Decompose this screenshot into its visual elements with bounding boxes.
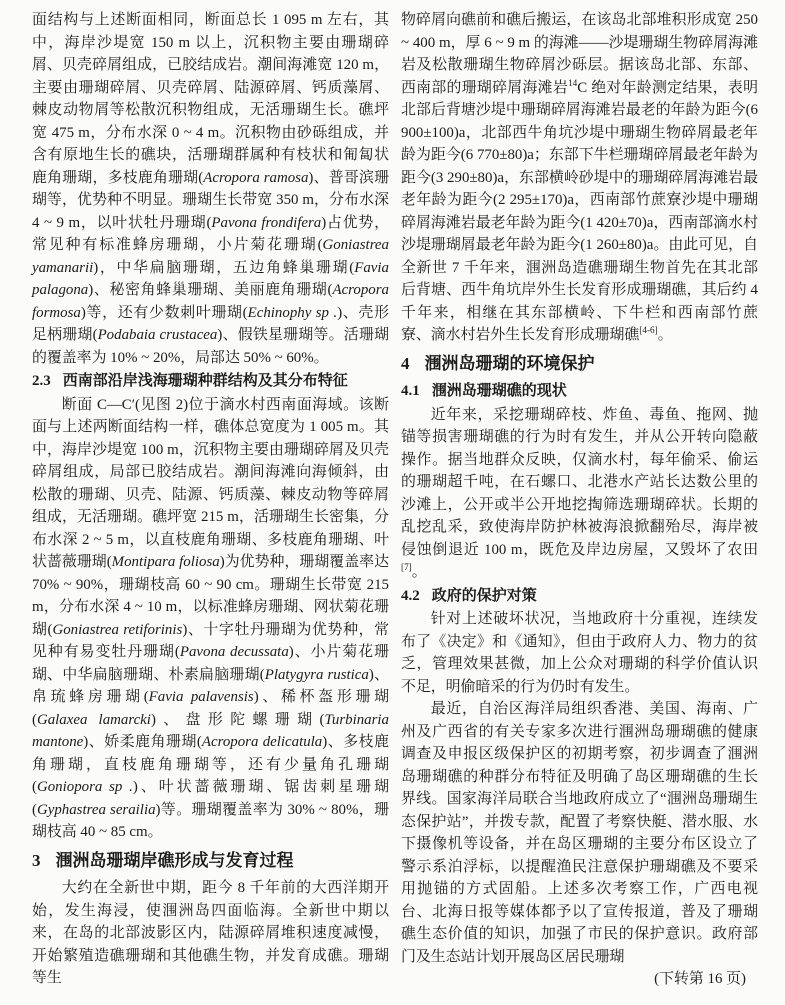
- text-run: )等，还有少数刺叶珊瑚(: [80, 304, 248, 321]
- section-number: 4.2: [401, 587, 420, 604]
- species-latin-name: Platygyra rustica: [264, 666, 369, 683]
- text-run: )、稀杯盔形珊瑚(: [32, 689, 389, 728]
- text-run: )、盘形陀螺珊瑚(: [150, 711, 325, 728]
- text-run: 最近，自治区海洋局组织香港、美国、海南、广州及广西省的有关专家多次进行涠洲岛珊瑚礁的健康调查及申报区级保护区的初期考察，初步调查了涠洲岛珊瑚礁的种群分布特征及明确了岛区珊瑚礁的生长界线。国家海洋局联合当地政府成立了“涠洲岛珊瑚生态保护站”，并拨专款，配置了考察快艇、潜水服、水下摄像机等设备，并在岛区珊瑚的主要分布区设立了警示系泊浮标，以提醒渔民注意保护珊瑚礁及不要采用抛锚的方式固船。上述多次考察工作，广西电视台、北海日报等媒体都予以了宣传报道，普及了珊瑚礁生态价值的知识，加强了市民的保护意识。政府部门及生态站计划开展岛区居民珊瑚: [401, 701, 758, 965]
- paragraph-continuation: [401, 9, 758, 347]
- species-latin-name: Acropora formosa: [32, 282, 389, 321]
- species-latin-name: Podabaia crustacea: [97, 327, 218, 343]
- text-run: )、假铁星珊瑚等。活珊瑚的覆盖率为 10% ~ 20%，局部达 50% ~ 60%。: [32, 327, 389, 366]
- left-column: [32, 9, 389, 991]
- text-run: )，中华扁脑珊瑚，五边角蜂巢珊瑚(: [93, 259, 355, 276]
- text-run: C 绝对年龄测定结果，表明北部后背塘沙堤中珊瑚碎屑海滩岩最老的年龄为距今(6 900±100)a，北部西牛角坑沙堤中珊瑚生物碎屑最老年龄为距今(6 770±80)a；东部下牛栏珊瑚碎屑最老年龄为距今(3 290±80)a，东部横岭砂堤中的珊瑚碎屑海滩岩最老年龄为距今(2 295±170)a，西南部竹蔗寮沙堤中珊瑚碎屑海滩岩最老年龄为距今(1 420±70)a，西南部滴水村沙堤珊瑚屑最老年龄为距今(1 260±80)a。由此可见，自全新世 7 千年来，涠洲岛造礁珊瑚生物首先在其北部后背塘、西牛角坑岸外生长发育形成珊瑚礁，其后约 4 千年来，相继在其东部横岭、下牛栏和西南部竹蔗寮、滴水村岩外生长发育形成珊瑚礁: [401, 79, 758, 343]
- text-run: )、普哥滨珊瑚等，优势种不明显。珊瑚生长带宽 350 m，分布水深 4 ~ 9 m，以叶状牡丹珊瑚(: [32, 169, 389, 231]
- species-latin-name: Galaxea lamarcki: [36, 711, 151, 728]
- heading-section-4-2: [401, 585, 758, 608]
- text-run: 面结构与上述断面相同，断面总长 1 095 m 左右，其中，海岸沙堤宽 150 m 以上，沉积物主要由珊瑚碎屑、贝壳碎屑组成，已胶结成岩。潮间海滩宽 120 m，主要由珊瑚碎屑、贝壳碎屑、陆源碎屑、钙质藻屑、棘皮动物屑等松散沉积物组成，无活珊瑚生长。礁坪宽 475 m，分布水深 0 ~ 4 m。沉积物由砂砾组成，并含有原地生长的礁块，活珊瑚群属种有枝状和匍匐状鹿角珊瑚，多枝鹿角珊瑚(: [32, 12, 389, 186]
- species-latin-name: Favia palavensis: [148, 689, 254, 705]
- section-number: 3: [32, 850, 41, 870]
- text-run: 物碎屑向礁前和礁后搬运，在该岛北部堆积形成宽 250 ~ 400 m，厚 6 ~ 9 m 的海滩——沙堤珊瑚生物碎屑海滩岩及松散珊瑚生物碎屑沙砾层。据该岛北部、东部、西南部的珊瑚碎屑海滩岩: [401, 12, 758, 96]
- species-latin-name: Gyphastrea serailia: [36, 801, 156, 818]
- section-number: 4: [401, 353, 410, 373]
- paragraph-continuation: [32, 9, 389, 369]
- text-run: )、帛琉蜂房珊瑚(: [32, 666, 389, 705]
- paragraph: [32, 877, 389, 990]
- text-run: )、娇柔鹿角珊瑚(: [83, 734, 202, 750]
- section-title: 政府的保护对策: [431, 587, 537, 604]
- text-run: 近年来，采挖珊瑚碎枝、炸鱼、毒鱼、拖网、抛锚等损害珊瑚礁的行为时有发生，并从公开转向隐蔽操作。据当地群众反映，仅滴水村，每年偷采、偷运的珊瑚超千吨，在石螺口、北港水产站长达数公里的沙滩上，公开或半公开地挖掏筛选珊瑚碎状。长期的乱挖乱采，致使海岸防护林被海浪掀翻殆尽，海岸被侵蚀倒退近 100 m，既危及岸边房屋，又毁坏了农田: [401, 406, 758, 558]
- section-title: 西南部沿岸浅海珊瑚种群结构及其分布特征: [62, 373, 348, 389]
- text-run: 。: [657, 327, 673, 343]
- heading-section-2-3: [32, 370, 389, 393]
- text-run: )、壳形足柄珊瑚(: [32, 304, 389, 343]
- species-latin-name: Echinophy sp .: [247, 304, 338, 321]
- paragraph: [401, 698, 758, 968]
- section-title: 涠洲岛珊瑚岸礁形成与发育过程: [55, 850, 294, 870]
- text-run: 针对上述破坏状况，当地政府十分重视，连续发布了《决定》和《通知》，但由于政府人力、物力的贫乏，管理效果甚微，加上公众对珊瑚的科学价值认识不足，明偷暗采的行为仍时有发生。: [401, 611, 758, 695]
- text-run: )等。珊瑚覆盖率为 30% ~ 80%，珊瑚枝高 40 ~ 85 cm。: [32, 801, 390, 840]
- section-number: 2.3: [32, 373, 51, 389]
- heading-section-4-1: [401, 380, 758, 403]
- species-latin-name: Pavona decussata: [179, 644, 289, 660]
- text-run: )、多枝鹿角珊瑚，直枝鹿角珊瑚等，还有少量角孔珊瑚(: [32, 734, 389, 795]
- species-latin-name: Montipara foliosa: [111, 554, 220, 570]
- heading-section-3: [32, 850, 389, 873]
- species-latin-name: Acropora delicatula: [201, 734, 323, 750]
- species-latin-name: Acropora ramosa: [203, 169, 309, 186]
- species-latin-name: Goniastrea retiforinis: [52, 621, 183, 638]
- continued-on-page-note: (下转第 16 页): [654, 971, 746, 987]
- right-column: [401, 9, 758, 991]
- text-run: )、十字牡丹珊瑚为优势种，常见种有易变牡丹珊瑚(: [32, 621, 389, 660]
- text-run: )、小片菊花珊瑚、中华扁脑珊瑚、朴素扁脑珊瑚(: [32, 644, 389, 683]
- text-run: )占优势，常见种有标准蜂房珊瑚，小片菊花珊瑚(: [32, 214, 389, 253]
- text-run: 。: [411, 564, 427, 580]
- text-run: )为优势种，珊瑚覆盖率达 70% ~ 90%，珊瑚枝高 60 ~ 90 cm。珊瑚生长带宽 215 m，分布水深 4 ~ 10 m，以标准蜂房珊瑚、网状菊花珊瑚(: [32, 554, 389, 638]
- species-latin-name: Pavona frondifera: [211, 214, 322, 231]
- section-title: 涠洲岛珊瑚礁的现状: [431, 383, 567, 399]
- text-run: )、秘密角蜂巢珊瑚、美丽鹿角珊瑚(: [88, 282, 333, 298]
- species-latin-name: Favia palagona: [32, 259, 389, 298]
- text-run: 断面 C—C′(见图 2)位于滴水村西南面海域。该断面与上述两断面结构一样，礁体总宽度为 1 005 m。其中，海岸沙堤宽 100 m，沉积物主要由珊瑚碎屑及贝壳碎屑组成，局部已胶结成岩。潮间海滩向海倾斜，由松散的珊瑚、贝壳、陆源、钙质藻、棘皮动物等碎屑组成，无活珊瑚。礁坪宽 215 m，活珊瑚生长密集，分布水深 2 ~ 5 m，以直枝鹿角珊瑚、多枝鹿角珊瑚、叶状蔷薇珊瑚(: [32, 396, 389, 570]
- paragraph: [401, 404, 758, 584]
- species-latin-name: Goniopora sp .: [36, 779, 133, 795]
- heading-section-4: [401, 353, 758, 376]
- text-run: )、叶状蔷薇珊瑚、锯齿刺星珊瑚(: [32, 779, 389, 818]
- superscript-reference: 14: [568, 77, 578, 88]
- two-column-layout: [32, 9, 758, 991]
- species-latin-name: Turbinaria mantone: [32, 711, 389, 750]
- superscript-reference: [4-6]: [639, 325, 658, 336]
- section-title: 涠洲岛珊瑚的环境保护: [424, 353, 595, 373]
- superscript-reference: [7]: [401, 562, 412, 573]
- species-latin-name: Goniastrea yamanarii: [32, 237, 389, 276]
- paragraph: [32, 394, 389, 844]
- text-run: 大约在全新世中期，距今 8 千年前的大西洋期开始，发生海浸，使涠洲岛四面临海。全新世中期以来，在岛的北部波影区内，陆源碎屑堆积速度减慢，开始繁殖造礁珊瑚和其他礁生物，并发育成礁。珊瑚等生: [32, 880, 389, 986]
- paragraph: [401, 608, 758, 698]
- section-number: 4.1: [401, 383, 420, 399]
